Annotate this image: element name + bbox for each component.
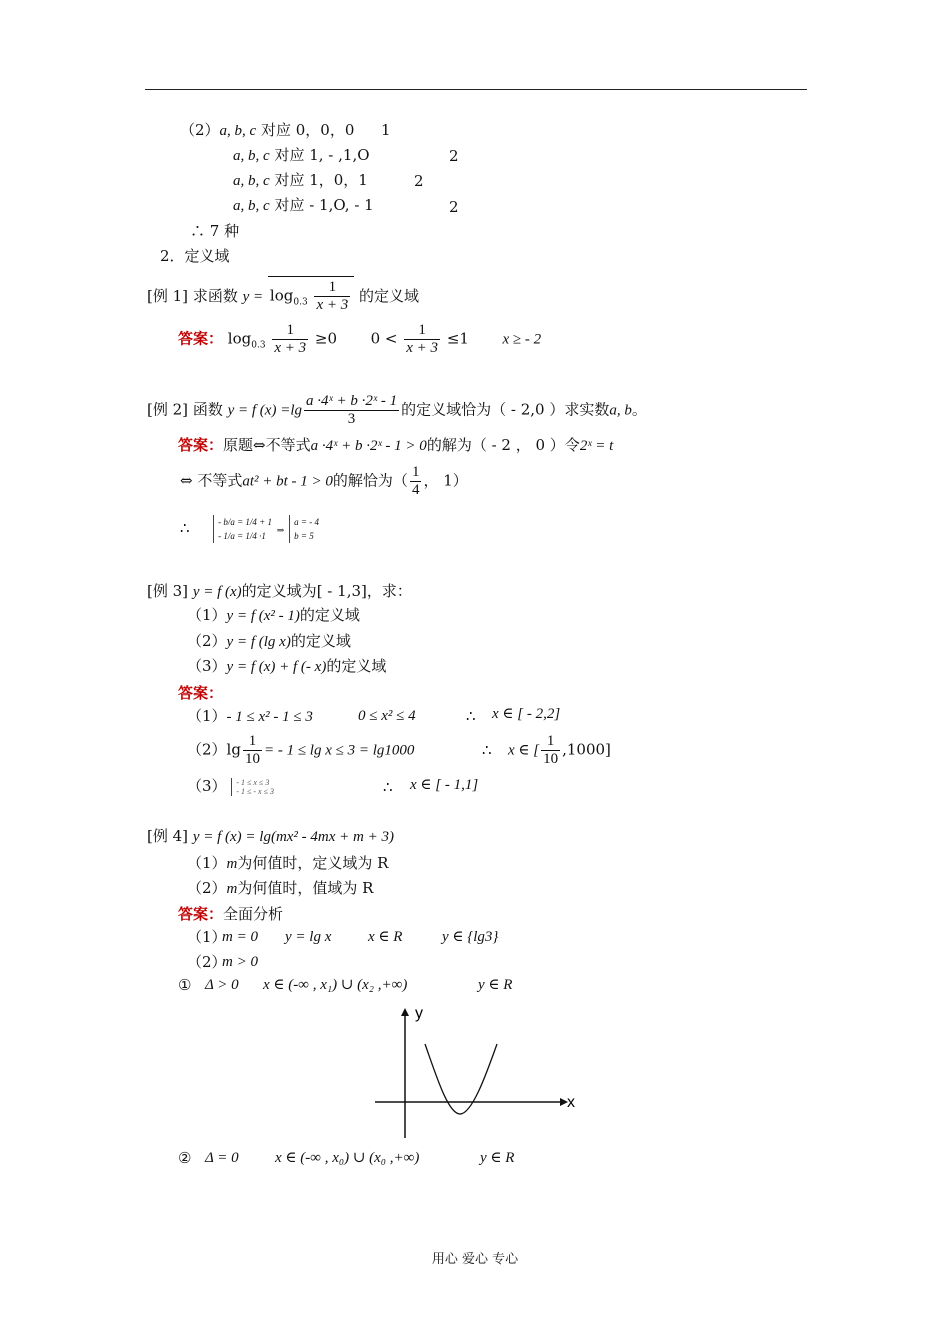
example-3-answer-2 <box>187 733 414 768</box>
case-1-function: y = lg x <box>285 929 332 945</box>
therefore-symbol: ∴ <box>383 778 393 796</box>
case-text: 对应 1，0，1 <box>274 171 368 189</box>
inequality: - 1 ≤ x ≤ 3 <box>236 778 270 787</box>
subcase-1-domain: x ∈ (-∞ , x₁) ∪ (x₂ ,+∞) <box>263 977 408 993</box>
log-text: log <box>227 329 252 348</box>
answer-text: ， 1） <box>423 471 468 490</box>
result: x ∈ [ - 1,1] <box>410 777 479 793</box>
example-tag: [例 3] <box>147 582 189 600</box>
answer-label: 答案： <box>178 436 224 454</box>
variable: m <box>226 881 238 897</box>
function-label: y = <box>242 288 264 305</box>
answer-text: 的解恰为（ <box>332 471 408 490</box>
numerator: 1 <box>272 322 308 340</box>
numerator: a ·4ˣ + b ·2ˣ - 1 <box>306 393 398 409</box>
y-axis-arrow <box>401 1008 409 1016</box>
numerator: 1 <box>243 733 262 751</box>
case-label: （2） <box>180 121 220 139</box>
question-text: 求函数 <box>192 286 238 305</box>
example-3-part-3 <box>187 657 386 676</box>
denominator: x + 3 <box>406 340 439 356</box>
part-label: （1） <box>187 606 227 624</box>
answer-text: 的解为（ - 2 ， 0 ）令 <box>426 436 580 454</box>
question-text: 的定义域为 <box>241 582 317 600</box>
total-cases: ∴ 7 种 <box>190 222 240 240</box>
example-1-answer <box>178 322 541 361</box>
log-base: 0.3 <box>293 297 308 308</box>
subcase-1-range: y ∈ R <box>478 977 513 993</box>
inequality: 0 < <box>370 329 398 348</box>
inequality: = - 1 ≤ lg x ≤ 3 = lg1000 <box>263 742 415 759</box>
sqrt-expression <box>268 276 354 318</box>
y-axis-label: y <box>415 1005 423 1022</box>
answer-label: 答案： <box>178 905 224 923</box>
case-text: 对应 - 1,O, - 1 <box>274 196 374 214</box>
numerator: 1 <box>314 279 350 297</box>
case-vars: a, b, c <box>233 148 270 164</box>
question-text: 函数 <box>192 400 223 419</box>
case-row-1 <box>180 121 354 140</box>
case-count-1: 1 <box>381 121 391 139</box>
answer-label: 答案： <box>178 329 224 348</box>
example-2-answer-line-3 <box>180 508 319 551</box>
case-row-4 <box>233 196 374 215</box>
example-4-part-1 <box>187 854 388 873</box>
variable: m <box>226 856 238 872</box>
case-vars: a, b, c <box>219 123 257 139</box>
therefore-symbol: ∴ <box>180 519 190 537</box>
subcase-2-range: y ∈ R <box>480 1150 515 1166</box>
part-label: （3） <box>187 777 227 795</box>
log-base: 0.3 <box>251 340 266 351</box>
example-3-question <box>147 582 412 601</box>
example-2-question <box>147 393 647 428</box>
case-row-2 <box>233 146 370 165</box>
variables: a, b <box>609 402 632 419</box>
case-count-4: 2 <box>449 198 459 216</box>
inequality: - 1 ≤ x² - 1 ≤ 3 <box>226 709 313 725</box>
part-label: （3） <box>187 657 227 675</box>
interval: [ - 1,3] <box>316 582 367 600</box>
case-text: 对应 1, - ,1,O <box>274 146 370 164</box>
numerator: 1 <box>541 733 560 751</box>
therefore-symbol: ∴ <box>466 707 476 725</box>
case-1-label: （1） <box>187 928 227 946</box>
equation: - 1/a = 1/4 ·1 <box>218 531 266 541</box>
case-2-label: （2） <box>187 953 227 971</box>
part-label: （2） <box>187 879 227 897</box>
inequality: at² + bt - 1 > 0 <box>242 473 333 490</box>
subcase-1-condition: Δ > 0 <box>205 977 239 993</box>
denominator: 10 <box>244 751 260 767</box>
example-4-question <box>147 827 394 846</box>
function-label: y = f (x) =lg <box>227 402 302 419</box>
fraction <box>304 393 399 428</box>
example-4-answer <box>178 905 283 923</box>
case-1-domain: x ∈ R <box>368 929 403 945</box>
denominator: x + 3 <box>274 340 307 356</box>
numerator: 1 <box>411 464 420 480</box>
case-2-condition: m > 0 <box>222 954 258 970</box>
example-3-answer-1-mid: 0 ≤ x² ≤ 4 <box>358 708 416 724</box>
inequality: ≥0 <box>314 329 338 348</box>
page-footer: 用心 爱心 专心 <box>431 1252 519 1267</box>
parabola-graph <box>370 1000 585 1140</box>
question-text: ，求： <box>366 582 412 600</box>
function-label: y = f (x² - 1) <box>226 608 300 624</box>
case-1-condition: m = 0 <box>222 929 258 945</box>
case-text: 对应 0，0，0 <box>261 121 355 139</box>
result: x ≥ - 2 <box>502 331 542 348</box>
question-text: 的定义域恰为（ - 2,0 ）求实数 <box>401 400 610 419</box>
function-label: y = f (lg x) <box>226 634 291 650</box>
inequality: - 1 ≤ - x ≤ 3 <box>236 787 274 796</box>
subcase-2-domain: x ∈ (-∞ , x₀) ∪ (x₀ ,+∞) <box>275 1150 420 1166</box>
example-4-part-2 <box>187 879 373 898</box>
example-tag: [例 2] <box>147 400 189 419</box>
denominator: 10 <box>543 751 559 767</box>
log-text: lg <box>226 740 241 759</box>
implies-arrow: ⇒ <box>276 526 285 536</box>
case-row-3 <box>233 171 368 190</box>
example-2-answer-line-1 <box>178 436 613 455</box>
question-text: 的定义域 <box>359 286 420 305</box>
example-3-answer-1 <box>187 707 313 726</box>
equation: - b/a = 1/4 + 1 <box>218 517 273 527</box>
question-text: 。 <box>631 400 647 419</box>
parabola-curve <box>425 1044 497 1114</box>
numerator: 1 <box>404 322 440 340</box>
equation-system <box>213 515 272 543</box>
equation: a = - 4 <box>294 517 319 527</box>
subcase-2-condition: Δ = 0 <box>205 1150 239 1166</box>
answer-text: ⇔ 不等式 <box>180 471 243 490</box>
inequality: a ·4ˣ + b ·2ˣ - 1 > 0 <box>310 438 427 454</box>
solution-system <box>289 515 319 543</box>
question-text: 的定义域 <box>290 632 351 650</box>
equation: b = 5 <box>294 531 314 541</box>
subcase-1-label: ① <box>178 976 192 994</box>
fraction <box>243 733 262 768</box>
example-tag: [例 1] <box>147 286 189 305</box>
function-label: y = f (x) + f (- x) <box>226 659 327 675</box>
denominator: x + 3 <box>316 297 349 313</box>
fraction <box>410 464 422 499</box>
case-count-2: 2 <box>449 147 459 165</box>
example-2-answer-line-2 <box>180 464 468 499</box>
header-rule <box>145 89 807 90</box>
part-label: （2） <box>187 740 227 759</box>
fraction <box>314 279 350 314</box>
result-text: x ∈ [ <box>508 742 540 759</box>
example-1-question <box>147 276 419 318</box>
example-3-part-2 <box>187 632 351 651</box>
answer-text: 全面分析 <box>223 905 284 923</box>
case-1-range: y ∈ {lg3} <box>442 929 499 945</box>
inequality-system <box>231 778 274 796</box>
example-tag: [例 4] <box>147 827 189 845</box>
result-text: ,1000] <box>562 740 611 759</box>
log-text: log <box>269 286 294 305</box>
substitution: 2ˣ = t <box>579 438 614 454</box>
subcase-2-label: ② <box>178 1149 192 1167</box>
question-text: 的定义域 <box>326 657 387 675</box>
answer-label: 答案： <box>178 684 224 702</box>
function-label: y = f (x) = lg(mx² - 4mx + m + 3) <box>192 829 394 845</box>
denominator: 3 <box>347 411 356 427</box>
answer-text: 原题⇔不等式 <box>223 436 311 454</box>
case-vars: a, b, c <box>233 198 270 214</box>
inequality: ≤1 <box>446 329 469 348</box>
part-label: （2） <box>187 632 227 650</box>
question-text: 为何值时，值域为 R <box>237 879 374 897</box>
example-3-answer-3 <box>187 772 274 800</box>
section-heading: 2．定义域 <box>160 247 230 265</box>
denominator: 4 <box>411 482 420 498</box>
fraction <box>541 733 560 768</box>
case-vars: a, b, c <box>233 173 270 189</box>
x-axis-label: x <box>567 1094 575 1111</box>
case-count-3: 2 <box>414 172 424 190</box>
fraction <box>272 322 308 357</box>
question-text: 的定义域 <box>299 606 360 624</box>
result: x ∈ [ - 2,2] <box>492 706 561 722</box>
question-text: 为何值时，定义域为 R <box>237 854 389 872</box>
part-label: （1） <box>187 854 227 872</box>
fraction <box>404 322 440 357</box>
part-label: （1） <box>187 707 227 725</box>
example-3-part-1 <box>187 606 360 625</box>
result <box>508 733 611 768</box>
function-label: y = f (x) <box>192 584 242 600</box>
therefore-symbol: ∴ <box>482 741 492 759</box>
